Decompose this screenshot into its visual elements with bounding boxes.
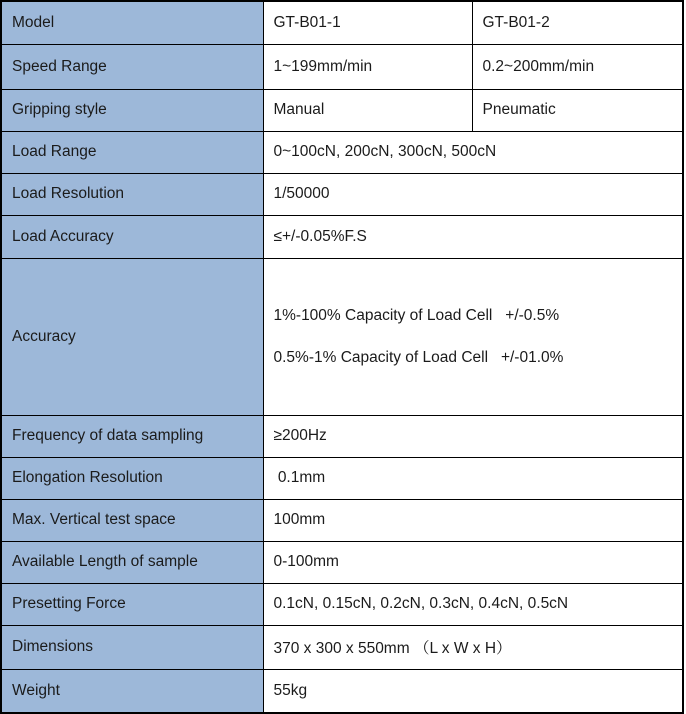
table-row-elongation-resolution <box>1 457 683 499</box>
speed-value-1: 1~199mm/min <box>263 44 472 89</box>
row-label: Gripping style <box>1 89 263 131</box>
row-label: Load Range <box>1 131 263 173</box>
table-row-accuracy <box>1 258 683 415</box>
table-row-load-range <box>1 131 683 173</box>
table-row-load-accuracy <box>1 215 683 258</box>
row-label: Dimensions <box>1 625 263 669</box>
speed-value-2: 0.2~200mm/min <box>472 44 683 89</box>
row-label: Elongation Resolution <box>1 457 263 499</box>
model-value-1: GT-B01-1 <box>263 1 472 44</box>
row-label: Load Resolution <box>1 173 263 215</box>
gripping-value-1: Manual <box>263 89 472 131</box>
load-range-value: 0~100cN, 200cN, 300cN, 500cN <box>263 131 683 173</box>
table-row-max-vertical-space <box>1 499 683 541</box>
model-value-2: GT-B01-2 <box>472 1 683 44</box>
load-accuracy-value: ≤+/-0.05%F.S <box>263 215 683 258</box>
row-label: Presetting Force <box>1 583 263 625</box>
row-label: Weight <box>1 669 263 713</box>
load-resolution-value: 1/50000 <box>263 173 683 215</box>
table-row-available-length <box>1 541 683 583</box>
dimensions-value: 370 x 300 x 550mm （L x W x H） <box>263 625 683 669</box>
table-row-frequency <box>1 415 683 457</box>
frequency-value: ≥200Hz <box>263 415 683 457</box>
accuracy-line-2: 0.5%-1% Capacity of Load Cell +/-01.0% <box>273 348 564 366</box>
table-row-model <box>1 1 683 44</box>
row-label: Load Accuracy <box>1 215 263 258</box>
row-label: Available Length of sample <box>1 541 263 583</box>
presetting-force-value: 0.1cN, 0.15cN, 0.2cN, 0.3cN, 0.4cN, 0.5cN <box>263 583 683 625</box>
max-vertical-space-value: 100mm <box>263 499 683 541</box>
row-label: Speed Range <box>1 44 263 89</box>
table-row-speed-range <box>1 44 683 89</box>
table-row-presetting-force <box>1 583 683 625</box>
elongation-resolution-value: 0.1mm <box>263 457 683 499</box>
row-label: Model <box>1 1 263 44</box>
row-label: Frequency of data sampling <box>1 415 263 457</box>
available-length-value: 0-100mm <box>263 541 683 583</box>
row-label: Max. Vertical test space <box>1 499 263 541</box>
accuracy-value <box>263 258 683 415</box>
gripping-value-2: Pneumatic <box>472 89 683 131</box>
table-row-dimensions <box>1 625 683 669</box>
table-row-load-resolution <box>1 173 683 215</box>
weight-value: 55kg <box>263 669 683 713</box>
table-row-weight <box>1 669 683 713</box>
accuracy-line-1: 1%-100% Capacity of Load Cell +/-0.5% <box>273 306 560 324</box>
row-label: Accuracy <box>1 258 263 415</box>
table-row-gripping-style <box>1 89 683 131</box>
